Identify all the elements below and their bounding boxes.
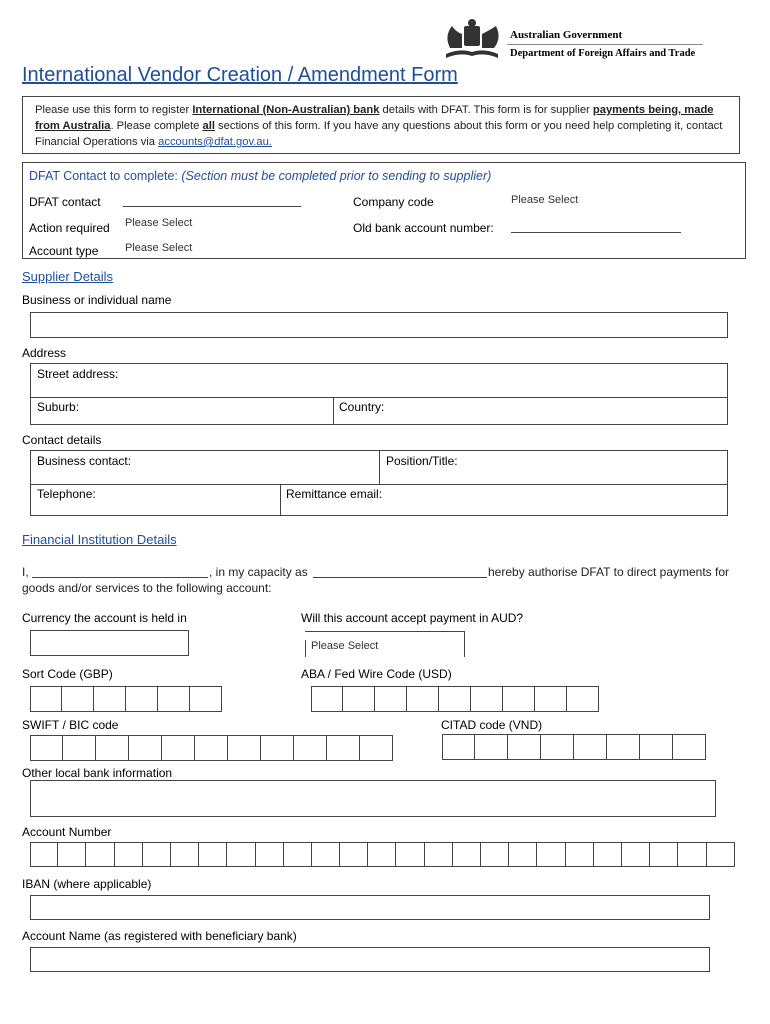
country-label: Country: [339,400,385,414]
address-label: Address [22,346,67,360]
telephone-label: Telephone: [37,487,96,501]
intro-box [22,96,740,154]
account-number-cell[interactable] [707,842,735,867]
account-number-grid[interactable] [30,842,735,867]
swift-code-cell[interactable] [294,735,327,761]
contact-email-link[interactable]: accounts@dfat.gov.au. [158,136,272,148]
action-required-select[interactable]: Please Select [125,217,193,229]
authorisation-line-2: goods and/or services to the following account: [22,581,272,595]
citad-code-cell[interactable] [508,734,541,760]
citad-code-cell[interactable] [475,734,508,760]
page-title: International Vendor Creation / Amendment Form [22,64,458,86]
address-col-divider [333,397,334,425]
account-name-label: Account Name (as registered with beneficiary bank) [22,929,297,943]
business-name-input[interactable] [30,312,728,338]
contact-col-divider-2 [280,484,281,516]
aba-code-cell[interactable] [567,686,599,712]
intro-text-2: details with DFAT. This form is for supplier [379,104,593,116]
position-title-label: Position/Title: [386,454,458,468]
coat-of-arms-icon [440,18,504,62]
dfat-section-heading: DFAT Contact to complete: (Section must be completed prior to sending to supplier) [29,169,492,183]
account-type-label: Account type [29,244,99,258]
citad-code-cell[interactable] [541,734,574,760]
company-code-select[interactable]: Please Select [511,194,579,206]
aud-accept-value: Please Select [311,640,379,652]
sort-code-cell[interactable] [62,686,94,712]
account-number-cell[interactable] [396,842,424,867]
swift-code-cell[interactable] [96,735,129,761]
account-number-cell[interactable] [368,842,396,867]
address-box [30,363,728,425]
account-number-label: Account Number [22,825,112,839]
account-number-cell[interactable] [509,842,537,867]
business-name-label: Business or individual name [22,293,172,307]
currency-label: Currency the account is held in [22,611,187,625]
iban-input[interactable] [30,895,710,920]
sort-code-cell[interactable] [158,686,190,712]
account-number-cell[interactable] [256,842,284,867]
account-name-input[interactable] [30,947,710,972]
citad-code-cell[interactable] [640,734,673,760]
swift-code-cell[interactable] [195,735,228,761]
sort-code-cell[interactable] [94,686,126,712]
dfat-contact-field[interactable] [123,206,301,207]
aba-code-cell[interactable] [375,686,407,712]
aba-code-grid[interactable] [311,686,599,712]
aud-select-edge [305,640,306,657]
account-number-cell[interactable] [30,842,58,867]
account-number-cell[interactable] [650,842,678,867]
authoriser-capacity-field[interactable] [313,577,487,578]
dept-name: Department of Foreign Affairs and Trade [510,48,696,59]
account-number-cell[interactable] [115,842,143,867]
other-bank-info-label: Other local bank information [22,766,173,780]
account-number-cell[interactable] [199,842,227,867]
account-number-cell[interactable] [453,842,481,867]
address-row-divider [31,397,727,398]
account-number-cell[interactable] [227,842,255,867]
aud-accept-label: Will this account accept payment in AUD? [301,611,524,625]
action-required-label: Action required [29,221,110,235]
supplier-details-heading: Supplier Details [22,269,114,284]
contact-col-divider-1 [379,451,380,484]
account-number-cell[interactable] [425,842,453,867]
swift-code-cell[interactable] [360,735,393,761]
account-number-cell[interactable] [537,842,565,867]
account-number-cell[interactable] [312,842,340,867]
citad-code-cell[interactable] [574,734,607,760]
aba-code-cell[interactable] [471,686,503,712]
contact-details-box [30,450,728,516]
swift-code-cell[interactable] [129,735,162,761]
swift-code-grid[interactable] [30,735,393,761]
aba-code-cell[interactable] [343,686,375,712]
citad-code-cell[interactable] [673,734,706,760]
swift-code-label: SWIFT / BIC code [22,718,119,732]
suburb-label: Suburb: [37,400,80,414]
account-number-cell[interactable] [171,842,199,867]
sort-code-label: Sort Code (GBP) [22,667,113,681]
account-number-cell[interactable] [340,842,368,867]
intro-text-4: sections of this form. If you have any questions about this form or you need help completing it, contact Financial Operations via [35,120,723,148]
swift-code-cell[interactable] [30,735,63,761]
citad-code-label: CITAD code (VND) [441,718,543,732]
swift-code-cell[interactable] [228,735,261,761]
account-number-cell[interactable] [58,842,86,867]
account-type-select[interactable]: Please Select [125,242,193,254]
swift-code-cell[interactable] [327,735,360,761]
account-number-cell[interactable] [594,842,622,867]
old-bank-account-label: Old bank account number: [353,221,494,235]
contact-row-divider [31,484,727,485]
intro-bold-2: payments being, made from Australia [35,104,714,132]
account-number-cell[interactable] [678,842,706,867]
other-bank-info-input[interactable] [30,780,716,817]
citad-code-grid[interactable] [442,734,706,760]
company-code-label: Company code [353,195,434,209]
account-number-cell[interactable] [284,842,312,867]
dfat-contact-label: DFAT contact [29,195,101,209]
old-bank-account-field[interactable] [511,232,681,233]
aba-code-label: ABA / Fed Wire Code (USD) [301,667,452,681]
intro-bold-3: all [202,120,215,132]
intro-text-1: Please use this form to register [35,104,193,116]
intro-bold-1: International (Non-Australian) bank [192,104,380,116]
aba-code-cell[interactable] [311,686,343,712]
account-number-cell[interactable] [566,842,594,867]
account-number-cell[interactable] [143,842,171,867]
authorisation-i: I, [22,565,29,579]
remittance-email-label: Remittance email: [286,487,383,501]
account-number-cell[interactable] [481,842,509,867]
citad-code-cell[interactable] [607,734,640,760]
contact-details-label: Contact details [22,433,102,447]
swift-code-cell[interactable] [63,735,96,761]
account-number-cell[interactable] [86,842,114,867]
authoriser-name-field[interactable] [32,577,208,578]
gov-name: Australian Government [510,29,623,41]
aba-code-cell[interactable] [503,686,535,712]
aud-accept-select[interactable] [305,631,465,657]
financial-details-heading: Financial Institution Details [22,532,177,547]
sort-code-cell[interactable] [190,686,222,712]
dfat-contact-section [22,162,746,259]
aba-code-cell[interactable] [407,686,439,712]
iban-label: IBAN (where applicable) [22,877,152,891]
authorisation-capacity: , in my capacity as [209,565,308,579]
business-contact-label: Business contact: [37,454,132,468]
sort-code-cell[interactable] [30,686,62,712]
street-address-label: Street address: [37,367,119,381]
header-divider [507,44,703,45]
swift-code-cell[interactable] [162,735,195,761]
intro-text-3: . Please complete [110,120,203,132]
sort-code-cell[interactable] [126,686,158,712]
authorisation-rest: hereby authorise DFAT to direct payments for [488,565,730,579]
account-number-cell[interactable] [622,842,650,867]
sort-code-grid[interactable] [30,686,222,712]
swift-code-cell[interactable] [261,735,294,761]
aba-code-cell[interactable] [535,686,567,712]
aba-code-cell[interactable] [439,686,471,712]
dfat-section-note: (Section must be completed prior to sending to supplier) [177,169,492,183]
citad-code-cell[interactable] [442,734,475,760]
currency-input[interactable] [30,630,189,656]
